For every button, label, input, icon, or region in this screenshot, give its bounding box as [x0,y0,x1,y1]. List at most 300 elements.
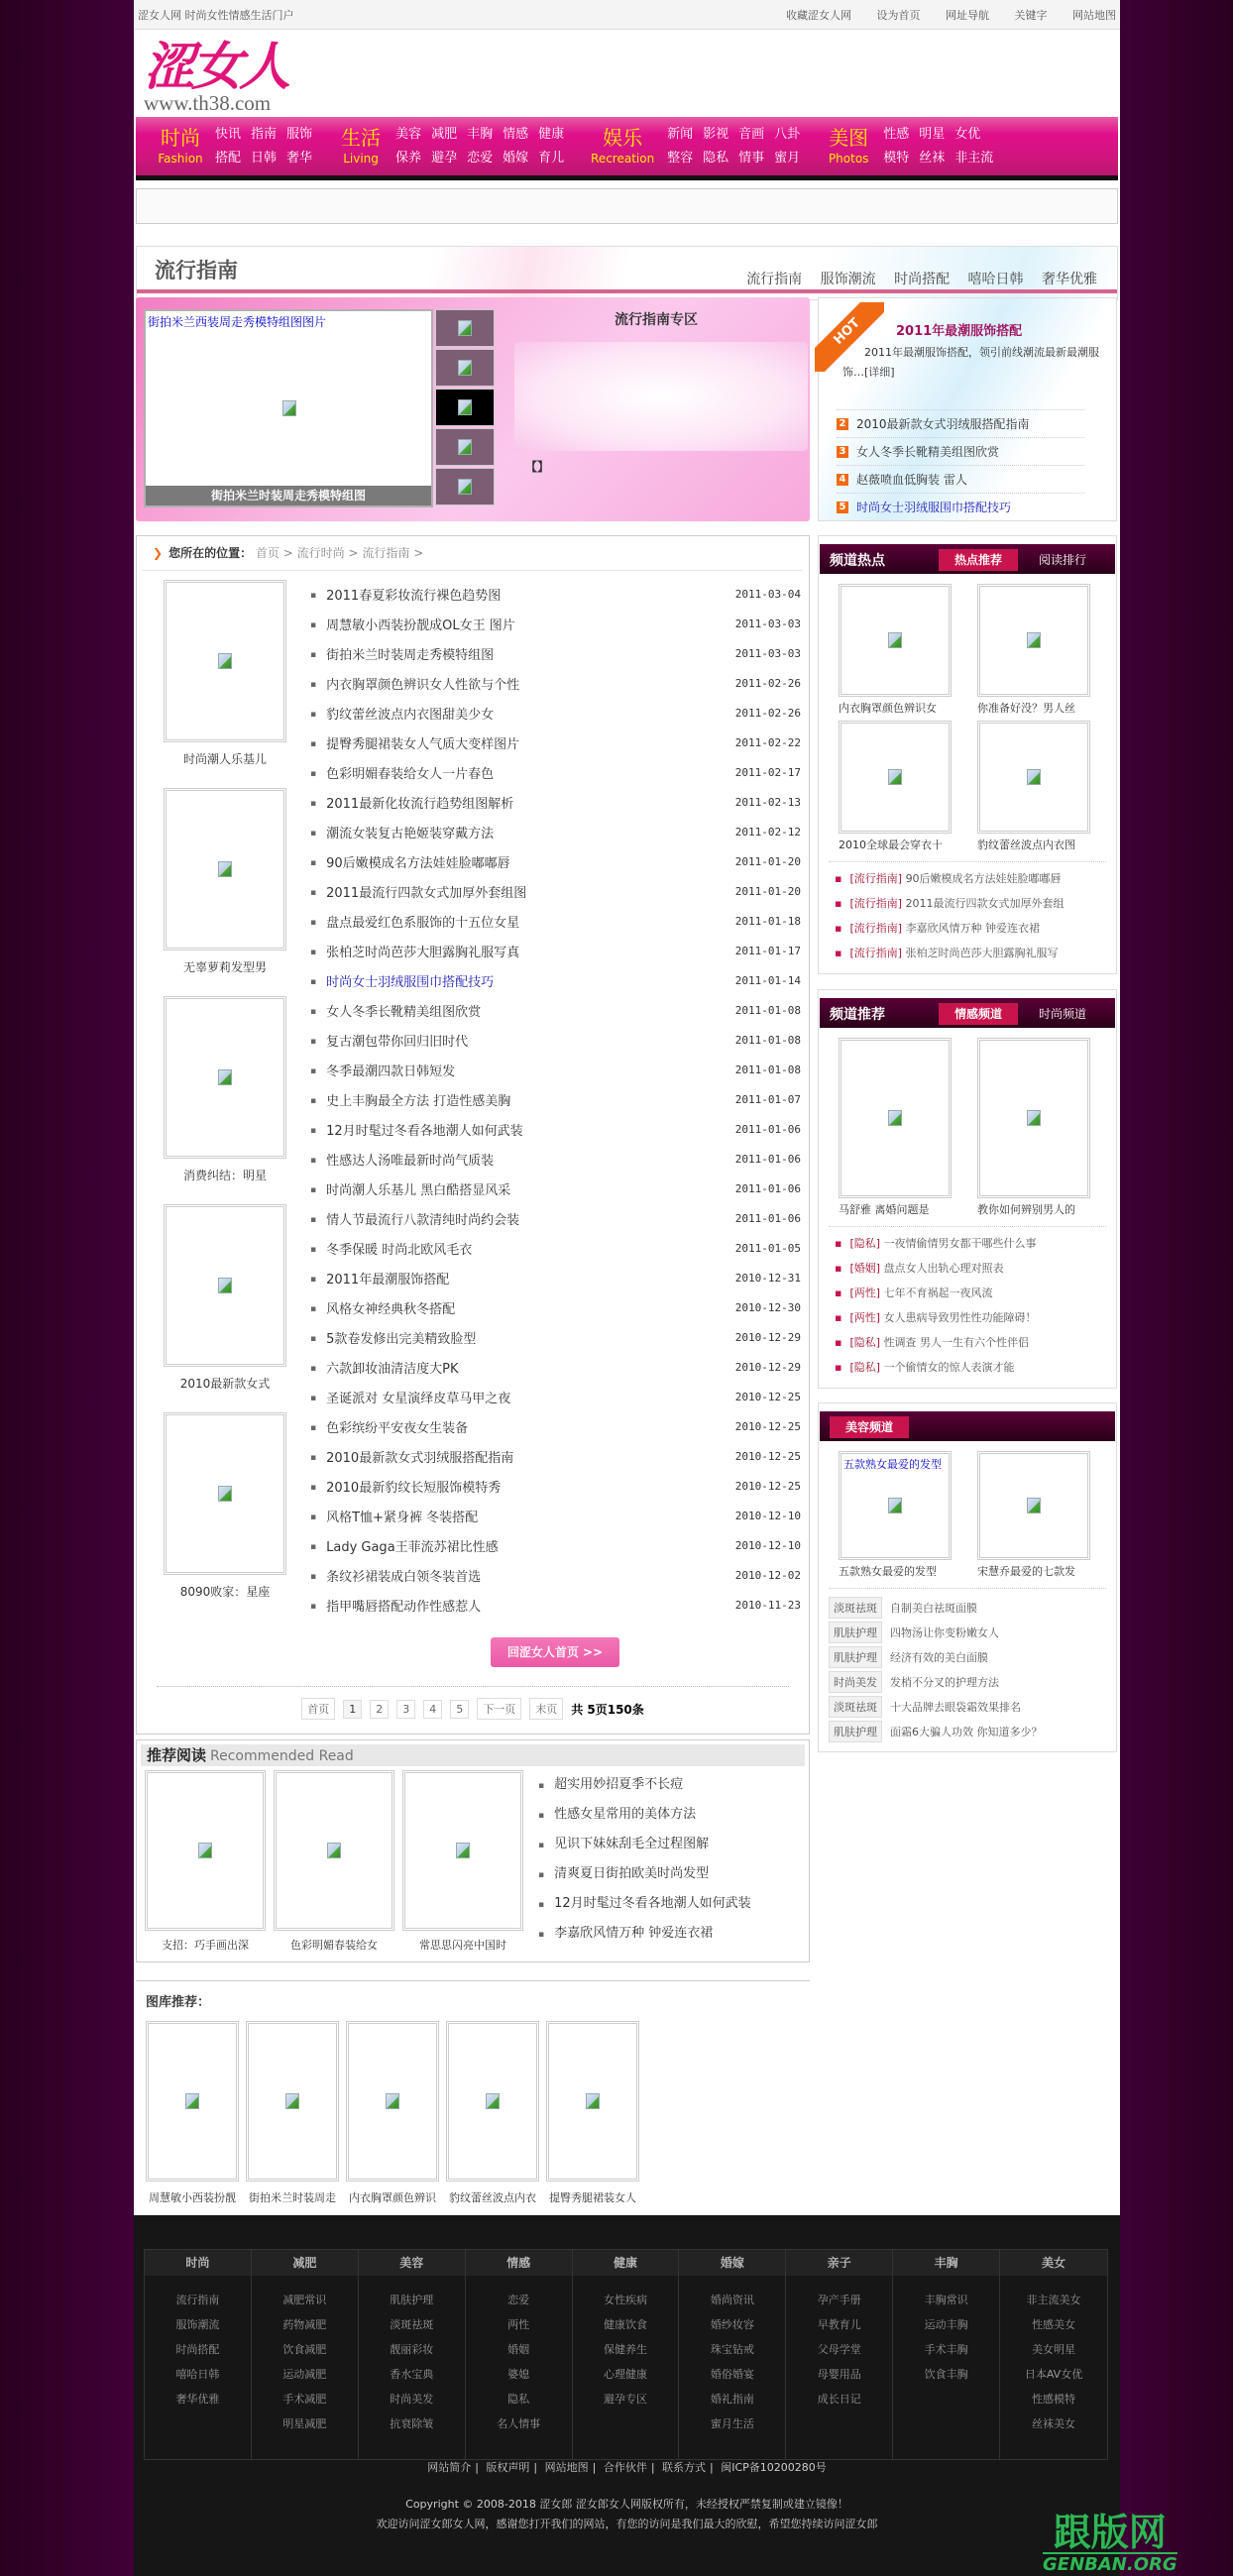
divider [157,1686,789,1687]
article-title[interactable]: ▪ 潮流女装复古艳姬装穿戴方法 [310,823,494,841]
nav-item[interactable]: 服饰 [286,126,313,142]
article-row[interactable] [310,579,801,609]
article-row[interactable] [310,876,801,906]
article-date: 2011-01-08 [734,1033,801,1047]
nav-item[interactable]: 婚嫁 [503,150,529,166]
article-row[interactable] [310,728,801,757]
article-title[interactable]: ▪ 风格T恤+紧身裤 冬装搭配 [310,1507,478,1525]
article-title[interactable]: ▪ 90后嫩模成名方法娃娃脸嘟嘟唇 [310,852,510,871]
zone-title: 流行指南专区 [615,312,698,328]
nav-item[interactable]: 八卦 [774,126,801,142]
broken-image-icon [1027,632,1041,648]
set-homepage-link[interactable]: 设为首页 [876,8,921,22]
footer-link[interactable]: 网站简介 [427,2461,472,2474]
footer-column-link[interactable]: 健康饮食 [603,2318,647,2331]
nav-item[interactable]: 健康 [538,126,565,142]
chevron-right-icon: ❯ [153,546,164,560]
nav-item[interactable]: 搭配 [215,150,242,166]
article-title[interactable]: ▪ 指甲嘴唇搭配动作性感惹人 [310,1596,481,1615]
footer-column-link[interactable]: 女性疾病 [603,2294,647,2306]
channel-list-item[interactable]: ▪ [隐私] 性调查 男人一生有六个性伴侣 [829,1330,1106,1355]
article-row[interactable] [310,1590,801,1620]
article-row[interactable] [310,1292,801,1322]
article-date: 2011-01-08 [734,1063,801,1076]
footer-column-link[interactable]: 隐私 [507,2393,530,2406]
beauty-list-item[interactable]: 淡斑祛斑 自制美白祛斑面膜 [829,1595,1106,1620]
article-row[interactable] [310,1560,801,1590]
article-title[interactable]: ▪ 圣诞派对 女星演绎皮草马甲之夜 [310,1388,510,1406]
thumbnail-item[interactable]: 2010最新款女式 [161,1204,289,1412]
nav-recreation[interactable]: 娱乐 Recreation [591,125,655,166]
channel-pic[interactable]: 马舒雅 离婚问题是 [839,1038,952,1222]
beauty-list [829,1588,1106,1743]
keywords-link[interactable]: 关键字 [1014,8,1048,22]
article-row[interactable] [310,787,801,817]
footer-column-link[interactable]: 运动减肥 [282,2368,327,2381]
page-4[interactable]: 4 [423,1700,442,1719]
article-row[interactable] [310,668,801,698]
nav-item[interactable]: 情感 [503,126,529,142]
article-title[interactable]: ▪ 5款卷发修出完美精致脸型 [310,1328,476,1347]
recommended-link[interactable]: ▪ 李嘉欣风情万种 钟爱连衣裙 [538,1919,751,1949]
article-row[interactable] [310,638,801,668]
section-tab[interactable]: 奢华优雅 [1042,272,1097,287]
beauty-pic[interactable]: 宋慧乔最爱的七款发 [977,1451,1090,1584]
nav-item[interactable]: 影视 [703,126,729,142]
article-title[interactable]: ▪ 性感达人汤唯最新时尚气质装 [310,1150,494,1169]
article-row[interactable] [310,965,801,995]
hotspot-pic[interactable]: 2010全球最会穿衣十 [839,721,952,857]
section-tab[interactable]: 服饰潮流 [820,272,876,287]
beauty-list-item[interactable]: 肌肤护理 面霜6大骗人功效 你知道多少？ [829,1719,1106,1743]
hotspot-list-item[interactable]: ▪ [流行指南] 90后嫩模成名方法娃娃脸嘟嘟唇 [829,866,1106,891]
recommended-header: 推荐阅读 Recommended Read [141,1744,805,1766]
footer-column-header[interactable]: 情感 [466,2250,572,2276]
recommended-link[interactable]: ▪ 12月时髦过冬看各地潮人如何武装 [538,1889,751,1919]
article-row[interactable] [310,1055,801,1084]
gallery-pic[interactable]: 街拍米兰时装周走 [246,2021,339,2205]
article-row[interactable] [310,1144,801,1174]
section-tab[interactable]: 嘻哈日韩 [967,272,1024,287]
footer-column-link[interactable]: 婚礼指南 [710,2393,754,2406]
footer-link[interactable]: 版权声明 [486,2461,530,2474]
nav-item[interactable]: 奢华 [286,150,313,166]
footer-column [679,2250,786,2459]
recommended-pic[interactable]: 支招：巧手画出深 [145,1770,266,1953]
nav-item[interactable]: 减肥 [431,126,458,142]
page-1[interactable]: 1 [343,1700,362,1719]
hot-list-item[interactable]: 3 女人冬季长靴精美组图欣赏 [837,437,1084,465]
page-3[interactable]: 3 [396,1700,415,1719]
nav-item[interactable]: 快讯 [215,126,242,142]
article-title[interactable]: ▪ 张柏芝时尚芭莎大胆露胸礼服写真 [310,942,519,960]
article-title[interactable]: ▪ 六款卸妆油清洁度大PK [310,1358,458,1377]
article-row[interactable] [310,698,801,728]
tab-hot-recommend[interactable]: 热点推荐 [939,549,1018,571]
recommended-link[interactable]: ▪ 超实用妙招夏季不长痘 [538,1770,751,1800]
footer-column-link[interactable]: 手术减肥 [282,2393,327,2406]
slideshow-thumb[interactable] [435,309,495,347]
hot-list-item[interactable]: 5 时尚女士羽绒服围巾搭配技巧 [837,493,1084,520]
article-row[interactable] [310,906,801,936]
article-title[interactable]: ▪ 条纹衫裙装成白领冬装首选 [310,1566,481,1585]
footer-column-link[interactable]: 减肥常识 [282,2294,327,2306]
article-row[interactable] [310,1025,801,1055]
footer-column-header[interactable]: 健康 [573,2250,679,2276]
article-row[interactable] [310,1441,801,1471]
zone-bracket: 【】 [525,460,550,474]
nav-item[interactable]: 日韩 [251,150,278,166]
footer-column-header[interactable]: 婚嫁 [679,2250,785,2276]
gallery-pic[interactable]: 提臀秀腿裙装女人 [546,2021,639,2205]
beauty-list-item[interactable]: 时尚美发 发梢不分叉的护理方法 [829,1669,1106,1694]
channel-pic[interactable]: 教你如何辨别男人的 [977,1038,1090,1222]
footer-column-link[interactable]: 淡斑祛斑 [390,2318,434,2331]
channel-list-item[interactable]: ▪ [隐私] 一个偷情女的惊人表演才能 [829,1355,1106,1380]
nav-group-recreation [578,123,800,170]
article-title[interactable]: ▪ 2010最新豹纹长短服饰模特秀 [310,1477,501,1496]
article-title[interactable]: ▪ 冬季保暖 时尚北欧风毛衣 [310,1239,472,1258]
footer-column-link[interactable]: 香水宝典 [390,2368,434,2381]
footer-column-link[interactable]: 婚俗婚宴 [710,2368,754,2381]
article-row[interactable] [310,936,801,965]
site-logo[interactable] [144,37,287,116]
page-next[interactable]: 下一页 [477,1698,521,1720]
hotspot-list-item[interactable]: ▪ [流行指南] 2011最流行四款女式加厚外套组 [829,891,1106,916]
hotspot-pic[interactable]: 内衣胸罩颜色辨识女 [839,584,952,721]
top-links [764,7,1116,23]
section-tab[interactable]: 时尚搭配 [894,272,951,287]
recommended-pic[interactable]: 常思思闪亮中国时 [402,1770,523,1953]
thumbnail-item[interactable]: 时尚潮人乐基儿 [161,580,289,788]
article-title[interactable]: ▪ Lady Gaga王菲流苏裙比性感 [310,1536,499,1555]
icp-link[interactable]: 闽ICP备10200280号 [721,2461,827,2474]
article-title[interactable]: ▪ 冬季最潮四款日韩短发 [310,1061,455,1079]
footer-column-link[interactable]: 两性 [507,2318,530,2331]
article-row[interactable] [310,1352,801,1382]
footer-column-link[interactable]: 珠宝钻戒 [710,2343,754,2356]
nav-item[interactable]: 恋爱 [467,150,494,166]
nav-item[interactable]: 整容 [667,150,694,166]
nav-item[interactable]: 指南 [251,126,278,142]
article-title[interactable]: ▪ 内衣胸罩颜色辨识女人性欲与个性 [310,674,519,693]
article-title[interactable]: ▪ 时尚女士羽绒服围巾搭配技巧 [310,971,494,990]
footer-column-link[interactable]: 蜜月生活 [710,2417,754,2430]
nav-item[interactable]: 隐私 [703,150,729,166]
broken-image-icon [386,2093,399,2109]
article-date: 2011-01-07 [734,1092,801,1106]
article-row[interactable] [310,1382,801,1411]
article-title[interactable]: ▪ 复古潮包带你回归旧时代 [310,1031,468,1050]
article-row[interactable] [310,1263,801,1292]
recommended-pic[interactable]: 色彩明媚春装给女 [274,1770,394,1953]
header [134,30,1120,117]
article-row[interactable] [310,1501,801,1530]
footer-column-link[interactable]: 早教育儿 [817,2318,861,2331]
footer-column-header[interactable]: 丰胸 [893,2250,999,2276]
footer-column-link[interactable]: 母婴用品 [817,2368,861,2381]
gallery-pic[interactable]: 周慧敏小西装扮靓 [146,2021,239,2205]
nav-item[interactable]: 性感 [883,126,910,142]
nav-item[interactable]: 女优 [954,126,981,142]
pagination [137,1698,809,1720]
tab-read-rank[interactable]: 阅读排行 [1038,553,1086,567]
article-row[interactable] [310,1411,801,1441]
recommended-link[interactable]: ▪ 清爽夏日街拍欧美时尚发型 [538,1859,751,1889]
article-row[interactable] [310,1471,801,1501]
footer-column-header[interactable]: 减肥 [252,2250,358,2276]
footer-column-link[interactable]: 时尚美发 [390,2393,434,2406]
article-date: 2011-01-06 [734,1211,801,1225]
footer-column-link[interactable]: 运动丰胸 [924,2318,968,2331]
article-date: 2011-01-20 [734,884,801,898]
article-title[interactable]: ▪ 盘点最爱红色系服饰的十五位女星 [310,912,519,931]
nav-living[interactable]: 生活 Living [341,125,382,166]
article-title[interactable]: ▪ 女人冬季长靴精美组图欣赏 [310,1001,481,1020]
sitemap-link[interactable]: 网站地图 [1072,8,1116,22]
footer-column-link[interactable]: 手术丰胸 [924,2343,968,2356]
article-title[interactable]: ▪ 街拍米兰时装周走秀模特组图 [310,644,494,663]
hot-list-item[interactable]: 2 2010最新款女式羽绒服搭配指南 [837,409,1084,437]
beauty-list-item[interactable]: 肌肤护理 四物汤让你变粉嫩女人 [829,1620,1106,1644]
article-title[interactable]: ▪ 2011最流行四款女式加厚外套组图 [310,882,526,901]
footer-column-header[interactable]: 亲子 [786,2250,892,2276]
footer-column-link[interactable]: 时尚搭配 [175,2343,220,2356]
page-2[interactable]: 2 [370,1700,389,1719]
broken-image-icon [218,861,232,877]
footer-column-link[interactable]: 饮食减肥 [282,2343,327,2356]
slideshow-thumb-active[interactable] [435,389,495,426]
article-title[interactable]: ▪ 情人节最流行八款清纯时尚约会装 [310,1209,519,1228]
broken-image-icon [218,1069,232,1085]
footer-column-link[interactable]: 避孕专区 [603,2393,647,2406]
footer-column-link[interactable]: 明星减肥 [282,2417,327,2430]
footer-column-link[interactable]: 饮食丰胸 [924,2368,968,2381]
nav-item[interactable]: 避孕 [431,150,458,166]
footer-column-link[interactable]: 非主流美女 [1026,2294,1081,2306]
nav-item[interactable]: 育儿 [538,150,565,166]
hotspot-pic[interactable]: 豹纹蕾丝波点内衣图 [977,721,1090,857]
article-title[interactable]: ▪ 12月时髦过冬看各地潮人如何武装 [310,1120,523,1139]
footer-links: 网站简介 | 版权声明 | 网站地图 | 合作伙伴 | 联系方式 | 闽ICP备10200280号 [427,2461,827,2474]
channel-list-item[interactable]: ▪ [两性] 七年不育祸起一夜风流 [829,1281,1106,1305]
footer-column-link[interactable]: 丰胸常识 [924,2294,968,2306]
footer [134,2215,1120,2576]
gallery-pic[interactable]: 豹纹蕾丝波点内衣 [446,2021,539,2205]
thumbnail-item[interactable]: 8090败家：星座 [161,1412,289,1621]
breadcrumb-guide[interactable]: 流行指南 [362,546,410,560]
article-title[interactable]: ▪ 豹纹蕾丝波点内衣图甜美少女 [310,704,494,723]
nav-item[interactable]: 丰胸 [467,126,494,142]
footer-column-header[interactable]: 时尚 [145,2250,251,2276]
nav-fashion[interactable]: 时尚 Fashion [158,125,203,166]
hotspot-list-item[interactable]: ▪ [流行指南] 张柏芝时尚芭莎大胆露胸礼服写 [829,941,1106,965]
page-5[interactable]: 5 [450,1700,469,1719]
footer-column-link[interactable]: 药物减肥 [282,2318,327,2331]
article-title[interactable]: ▪ 时尚潮人乐基儿 黑白酷搭显风采 [310,1179,510,1198]
slideshow-thumb[interactable] [435,349,495,387]
article-date: 2011-03-03 [734,616,801,630]
article-title[interactable]: ▪ 风格女神经典秋冬搭配 [310,1298,455,1317]
article-row[interactable] [310,609,801,638]
section-divider [137,289,1117,293]
footer-link[interactable]: 网站地图 [544,2461,589,2474]
article-row[interactable] [310,846,801,876]
url-nav-link[interactable]: 网址导航 [946,8,989,22]
channel-list-item[interactable]: ▪ [婚姻] 盘点女人出轨心理对照表 [829,1256,1106,1281]
gallery-title: 图库推荐： [146,1995,211,2010]
article-title[interactable]: ▪ 色彩明媚春装给女人一片春色 [310,763,494,782]
article-row[interactable] [310,1203,801,1233]
page [134,0,1120,2576]
footer-column-link[interactable]: 性感模特 [1032,2393,1076,2406]
breadcrumb-fashion[interactable]: 流行时尚 [296,546,345,560]
article-date: 2011-02-26 [734,676,801,690]
article-row[interactable] [310,757,801,787]
footer-column-link[interactable]: 婚姻 [507,2343,530,2356]
article-row[interactable] [310,995,801,1025]
beauty-list-item[interactable]: 肌肤护理 经济有效的美白面膜 [829,1644,1106,1669]
bookmark-link[interactable]: 收藏涩女人网 [786,8,851,22]
nav-item[interactable]: 明星 [919,126,946,142]
gallery-recommend [136,1980,810,2206]
footer-column-link[interactable]: 成长日记 [817,2393,861,2406]
article-title[interactable]: ▪ 2010最新款女式羽绒服搭配指南 [310,1447,513,1466]
nav-item[interactable]: 保养 [395,150,422,166]
nav-item[interactable]: 蜜月 [774,150,801,166]
footer-link[interactable]: 联系方式 [662,2461,707,2474]
footer-column-link[interactable]: 抗衰除皱 [390,2417,434,2430]
broken-image-icon [282,400,296,416]
article-title[interactable]: ▪ 2011最新化妆流行趋势组图解析 [310,793,513,812]
nav-item[interactable]: 情事 [738,150,765,166]
nav-item[interactable]: 丝袜 [919,150,946,166]
article-title[interactable]: ▪ 2011年最潮服饰搭配 [310,1269,449,1288]
article-title[interactable]: ▪ 史上丰胸最全方法 打造性感美胸 [310,1090,510,1109]
footer-column-header[interactable]: 美女 [1000,2250,1107,2276]
article-row[interactable] [310,817,801,846]
article-row[interactable] [310,1233,801,1263]
thumbnail-item[interactable]: 无辜萝莉发型男 [161,788,289,996]
footer-column-link[interactable]: 靓丽彩妆 [390,2343,434,2356]
beauty-pic[interactable]: 五款熟女最爱的发型 五款熟女最爱的发型 [839,1451,952,1584]
footer-column-link[interactable]: 流行指南 [175,2294,220,2306]
article-date: 2010-11-23 [734,1598,801,1612]
recommended-link[interactable]: ▪ 见识下妹妹刮毛全过程图解 [538,1830,751,1859]
thumbnail-item[interactable]: 消费纠结：明星 [161,996,289,1204]
article-list-panel [136,535,810,1735]
article-date: 2010-12-25 [734,1479,801,1493]
broken-image-icon [458,479,472,495]
slideshow-thumb[interactable] [435,468,495,505]
article-row[interactable] [310,1530,801,1560]
footer-column-link[interactable]: 孕产手册 [817,2294,861,2306]
article-title[interactable]: ▪ 色彩缤纷平安夜女生装备 [310,1417,468,1436]
logo-text: 涩女人 [144,37,287,97]
footer-column-link[interactable]: 嘻哈日韩 [175,2368,220,2381]
hotspot-header: 频道热点 热点推荐 阅读排行 [820,544,1115,574]
watermark: 跟版网 GENBAN.ORG [1043,2511,1177,2575]
article-date: 2010-12-25 [734,1419,801,1433]
page-last[interactable]: 末页 [529,1698,563,1720]
channel-list-item[interactable]: ▪ [隐私] 一夜情偷情男女都干哪些什么事 [829,1231,1106,1256]
nav-item[interactable]: 非主流 [954,150,994,166]
broken-image-icon [486,2093,500,2109]
hotspot-list-item[interactable]: ▪ [流行指南] 李嘉欣风情万种 钟爱连衣裙 [829,916,1106,941]
breadcrumb-home[interactable]: 首页 [255,546,280,560]
article-row[interactable] [310,1084,801,1114]
tab-fashion-channel[interactable]: 时尚频道 [1038,1007,1086,1021]
beauty-list-item[interactable]: 淡斑祛斑 十大品牌去眼袋霜效果排名 [829,1694,1106,1719]
footer-column-link[interactable]: 服饰潮流 [175,2318,220,2331]
nav-photos[interactable]: 美图 Photos [828,125,869,166]
nav-item[interactable]: 音画 [738,126,765,142]
footer-column [359,2250,466,2459]
article-row[interactable] [310,1174,801,1203]
broken-image-icon [458,360,472,376]
footer-column-link[interactable]: 日本AV女优 [1024,2368,1083,2381]
channel-list-item[interactable]: ▪ [两性] 女人患病导致男性性功能障碍！ [829,1305,1106,1330]
hot-list-item[interactable]: 4 赵薇喷血低胸装 雷人 [837,465,1084,493]
hot-headline[interactable]: 2011年最潮服饰搭配 [896,324,1023,339]
tab-beauty-channel[interactable]: 美容频道 [830,1416,909,1438]
footer-column-link[interactable]: 婚尚资讯 [710,2294,754,2306]
footer-column-link[interactable]: 恋爱 [507,2294,530,2306]
article-title[interactable]: ▪ 周慧敏小西装扮靓成OL女王 图片 [310,615,515,633]
article-title[interactable]: ▪ 2011春夏彩妆流行裸色趋势图 [310,585,501,604]
footer-column-link[interactable]: 肌肤护理 [390,2294,434,2306]
article-date: 2011-02-17 [734,765,801,779]
slideshow-thumb[interactable] [435,428,495,466]
footer-column-link[interactable]: 丝袜美女 [1032,2417,1076,2430]
footer-column [573,2250,680,2459]
nav-item[interactable]: 新闻 [667,126,694,142]
gallery-pic[interactable]: 内衣胸罩颜色辨识 [346,2021,439,2205]
section-tabs [732,269,1097,288]
tab-emotion-channel[interactable]: 情感频道 [939,1003,1018,1025]
ad-banner [136,188,1118,224]
broken-image-icon [198,1843,212,1858]
article-date: 2010-12-30 [734,1300,801,1314]
footer-column-link[interactable]: 奢华优雅 [175,2393,220,2406]
footer-column-link[interactable]: 婆媳 [507,2368,530,2381]
footer-link[interactable]: 合作伙伴 [603,2461,647,2474]
footer-column-link[interactable]: 保健养生 [603,2343,647,2356]
footer-column-header[interactable]: 美容 [359,2250,465,2276]
footer-column-link[interactable]: 美女明星 [1032,2343,1076,2356]
footer-column-link[interactable]: 父母学堂 [817,2343,861,2356]
footer-column-link[interactable]: 名人情事 [497,2417,541,2430]
recommended-link[interactable]: ▪ 性感女星常用的美体方法 [538,1800,751,1830]
slideshow-caption: 街拍米兰时装周走秀模特组图 [146,486,431,505]
hotspot-pic[interactable]: 你准备好没？男人丝 [977,584,1090,721]
broken-image-icon [218,653,232,669]
nav-item[interactable]: 模特 [883,150,910,166]
article-date: 2011-01-20 [734,854,801,868]
footer-column-link[interactable]: 性感美女 [1032,2318,1076,2331]
slideshow-main-image[interactable] [144,309,433,507]
article-row[interactable] [310,1114,801,1144]
article-title[interactable]: ▪ 提臀秀腿裙装女人气质大变样图片 [310,733,519,752]
nav-item[interactable]: 美容 [395,126,422,142]
article-date: 2011-01-14 [734,973,801,987]
page-first[interactable]: 首页 [301,1698,335,1720]
footer-column-link[interactable]: 婚纱妆容 [710,2318,754,2331]
article-row[interactable] [310,1322,801,1352]
section-tab[interactable]: 流行指南 [746,272,803,287]
footer-column-link[interactable]: 心理健康 [603,2368,647,2381]
back-home-button[interactable]: 回涩女人首页 >> [491,1637,619,1667]
